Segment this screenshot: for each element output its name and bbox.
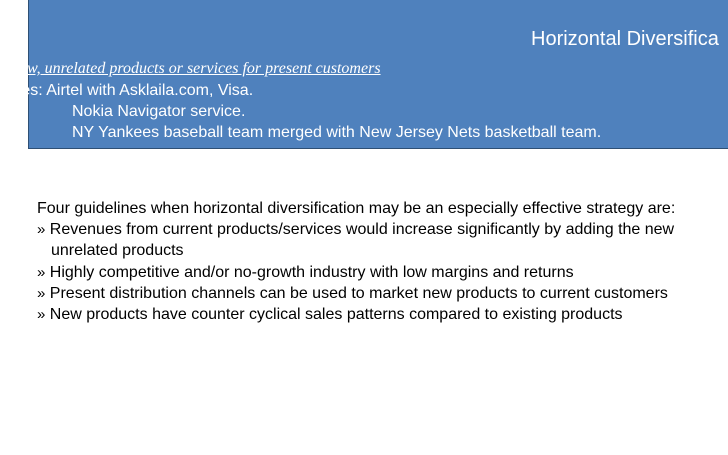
bullet-icon: »	[37, 221, 46, 239]
bullet-icon: »	[37, 263, 46, 281]
examples-line-2	[0, 101, 728, 122]
bullet-4-text: New products have counter cyclical sales patterns compared to existing products	[49, 306, 623, 324]
bullet-icon: »	[37, 306, 46, 324]
bullet-item-2	[37, 262, 707, 283]
bullet-item-3	[37, 283, 707, 304]
examples-line-3	[0, 122, 728, 143]
definition-text: g new, unrelated products or services for present customers	[0, 60, 381, 77]
examples-line-1: nples: Airtel with Asklaila.com, Visa.	[0, 82, 254, 99]
bullet-item-4	[37, 304, 707, 325]
examples-block	[0, 80, 728, 143]
bullet-item-1	[37, 219, 707, 240]
bullet-1-text: Revenues from current products/services would increase significantly by adding the new	[49, 221, 675, 239]
intro-paragraph: Four guidelines when horizontal diversification may be an especially effective strategy are:	[37, 200, 676, 217]
examples-line-3-text: NY Yankees baseball team merged with New Jersey Nets basketball team.	[72, 124, 602, 141]
bullet-item-1-continued: unrelated products	[51, 242, 184, 260]
bullet-icon: »	[37, 284, 46, 302]
slide-title: Horizontal Diversifica	[531, 28, 719, 50]
bullet-3-text: Present distribution channels can be used to market new products to current customers	[49, 284, 668, 302]
examples-line-2-text: Nokia Navigator service.	[72, 103, 246, 120]
bullet-2-text: Highly competitive and/or no-growth industry with low margins and returns	[49, 263, 574, 281]
guidelines-text	[37, 198, 707, 325]
